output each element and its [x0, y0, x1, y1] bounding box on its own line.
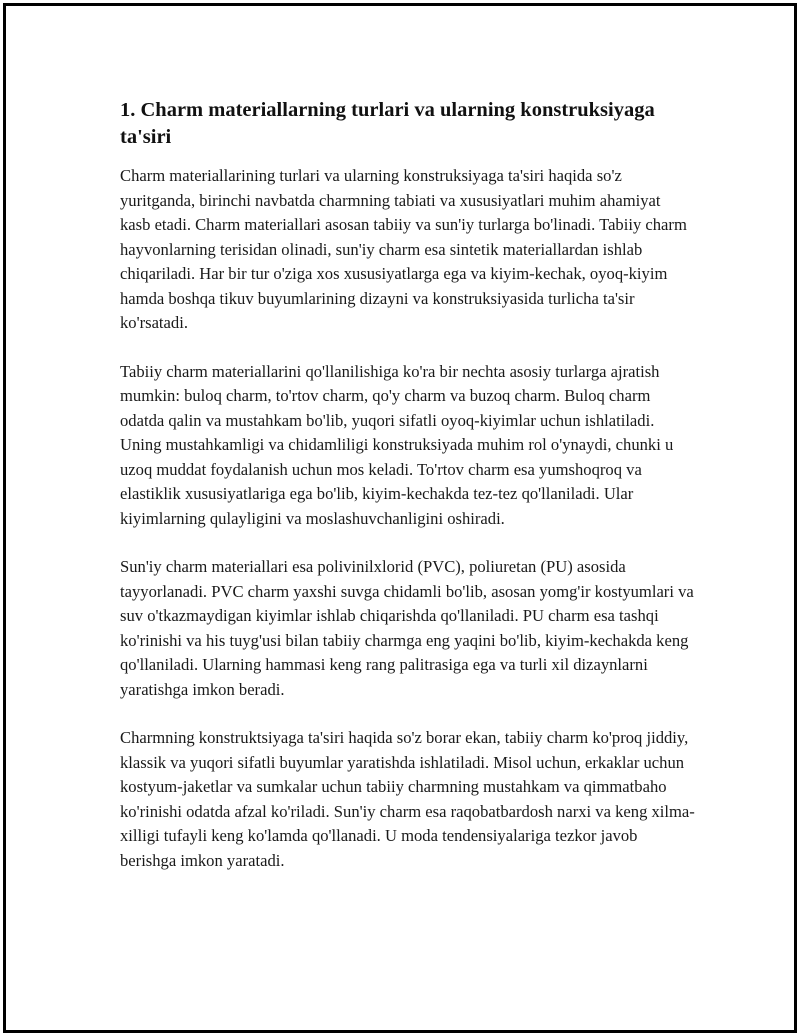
paragraph-1: Charm materiallarining turlari va ularning konstruksiyaga ta'siri haqida so'z yuritganda, birinchi navbatda charmning tabiati va xususiyatlari muhim ahamiyat kasb etadi. Charm materiallari asosan tabiiy va sun'iy turlarga bo'linadi. Tabiiy charm hayvonlarning terisidan olinadi, sun'iy charm esa sintetik materiallardan ishlab chiqariladi. Har bir tur o'ziga xos xususiyatlarga ega va kiyim-kechak, oyoq-kiyim hamda boshqa tikuv buyumlarining dizayni va konstruksiyasida turlicha ta'sir ko'rsatadi.: [120, 166, 687, 332]
page-frame: [3, 3, 797, 1033]
section-title: 1. Charm materiallarning turlari va ularning konstruksiyaga ta'siri: [120, 99, 655, 148]
paragraph-4: Charmning konstruktsiyaga ta'siri haqida so'z borar ekan, tabiiy charm ko'proq jiddiy, klassik va yuqori sifatli buyumlar yaratishda ishlatiladi. Misol uchun, erkaklar uchun kostyum-jaketlar va sumkalar uchun tabiiy charmning mustahkam va qimmatbaho ko'rinishi odatda afzal ko'riladi. Sun'iy charm esa raqobatbardosh narxi va keng xilma-xilligi tufayli keng ko'lamda qo'llanadi. U moda tendensiyalariga tezkor javob berishga imkon yaratadi.: [120, 728, 695, 870]
document-body: [120, 97, 695, 897]
paragraph-2: Tabiiy charm materiallarini qo'llanilishiga ko'ra bir nechta asosiy turlarga ajratish mumkin: buloq charm, to'rtov charm, qo'y charm va buzoq charm. Buloq charm odatda qalin va mustahkam bo'lib, yuqori sifatli oyoq-kiyimlar uchun ishlatiladi. Uning mustahkamligi va chidamliligi konstruksiyada muhim rol o'ynaydi, chunki u uzoq muddat foydalanish uchun mos keladi. To'rtov charm esa yumshoqroq va elastiklik xususiyatlariga ega bo'lib, kiyim-kechakda tez-tez qo'llaniladi. Ular kiyimlarning qulayligini va moslashuvchanligini oshiradi.: [120, 361, 674, 528]
paragraph-3: Sun'iy charm materiallari esa polivinilxlorid (PVC), poliuretan (PU) asosida tayyorlanadi. PVC charm yaxshi suvga chidamli bo'lib, asosan yomg'ir kostyumlari va suv o'tkazmaydigan kiyimlar ishlab chiqarishda qo'llaniladi. PU charm esa tashqi ko'rinishi va his tuyg'usi bilan tabiiy charmga eng yaqini bo'lib, kiyim-kechakda keng qo'llaniladi. Ularning hammasi keng rang palitrasiga ega va turli xil dizaynlarni yaratishga imkon beradi.: [120, 557, 694, 699]
